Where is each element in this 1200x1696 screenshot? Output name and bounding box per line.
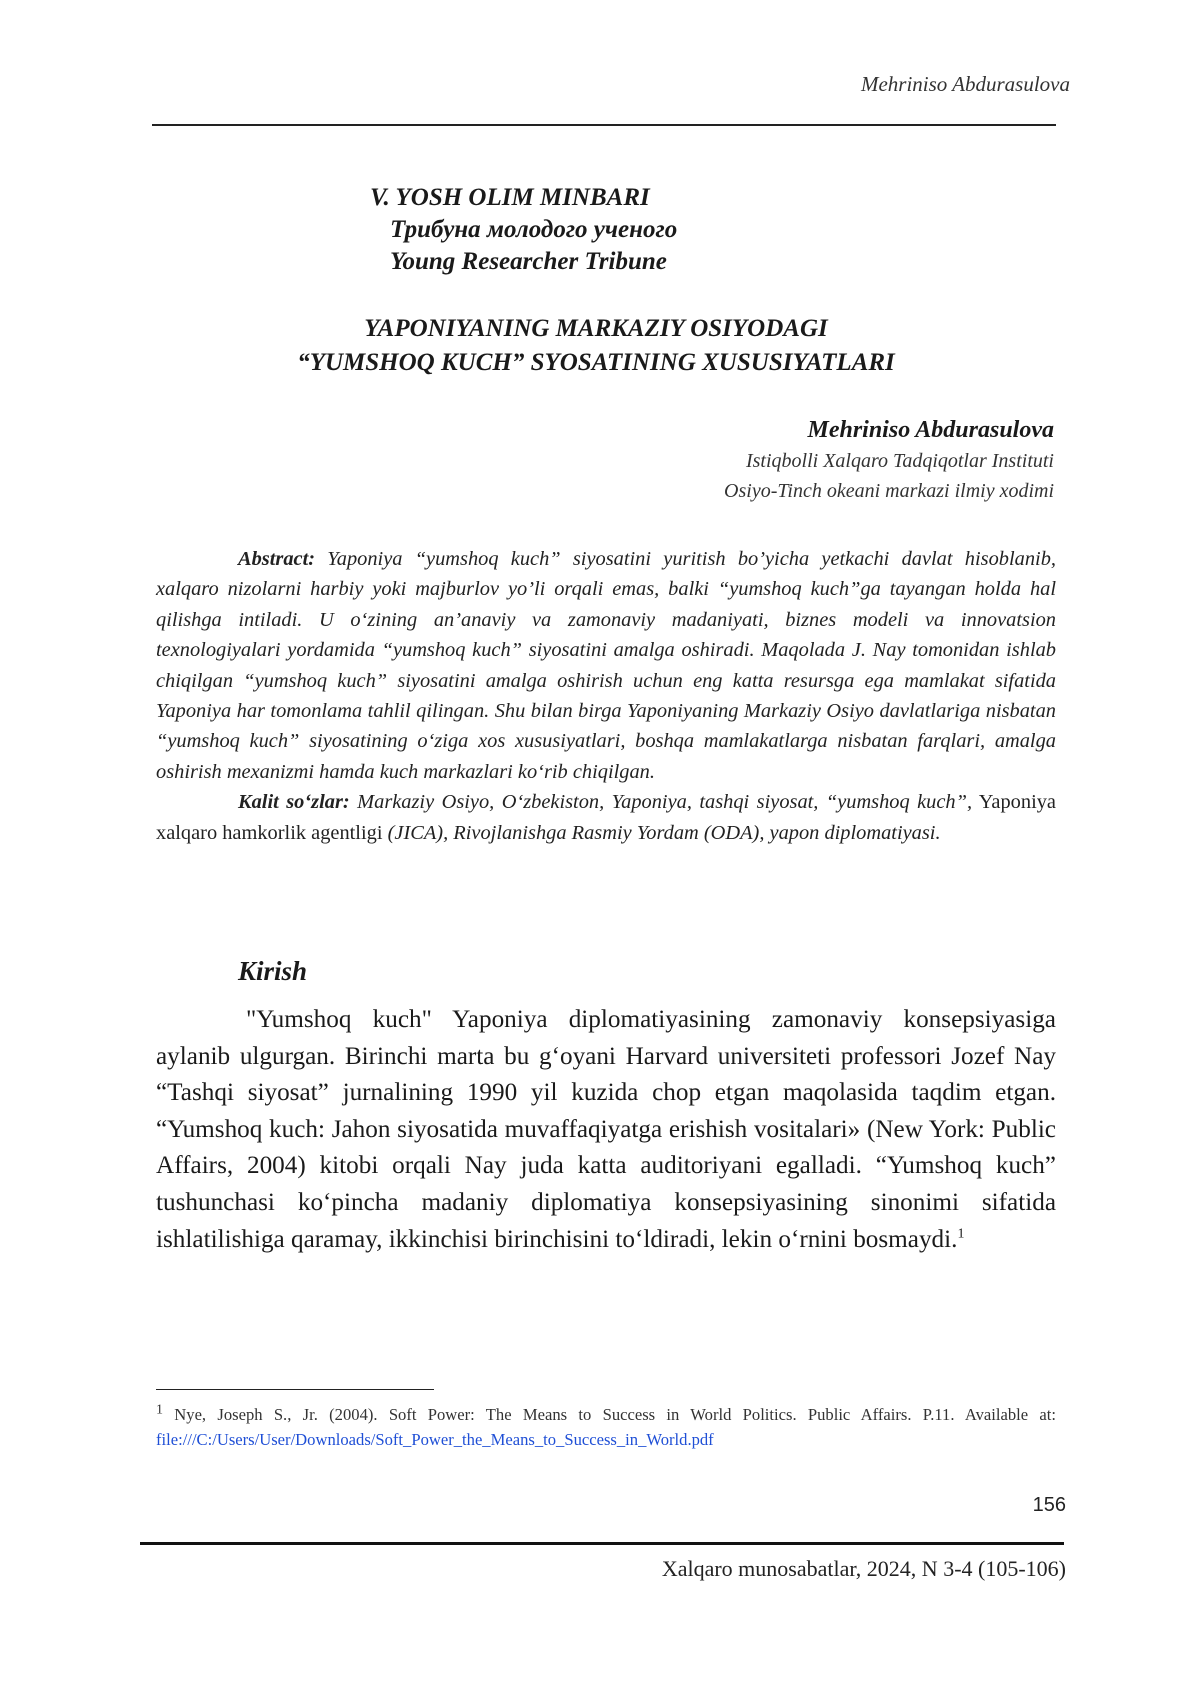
section-heading bbox=[370, 182, 677, 278]
author-block bbox=[724, 414, 1054, 506]
journal-citation: Xalqaro munosabatlar, 2024, N 3-4 (105-106) bbox=[661, 1556, 1066, 1581]
article-title bbox=[0, 312, 1200, 380]
intro-text: "Yumshoq kuch" Yaponiya diplomatiyasining zamonaviy konsepsiyasiga aylanib ulgurgan. Birinchi marta bu g‘oyani Harvard universiteti professori Jozef Nay “Tashqi siyosat” jurnalining 1990 yil kuzida chop etgan maqolasida taqdim etgan. “Yumshoq kuch: Jahon siyosatida muvaffaqiyatga erishish vositalari» (New York: Public Affairs, 2004) kitobi orqali Nay juda katta auditoriyani egalladi. “Yumshoq kuch” tushunchasi ko‘pincha madaniy diplomatiya konsepsiyasining sinonimi sifatida ishlatilishiga qaramay, ikkinchisi birinchisini to‘ldiradi, lekin o‘rnini bosmaydi. bbox=[156, 1006, 1056, 1253]
section-title-uz: V. YOSH OLIM MINBARI bbox=[370, 184, 650, 211]
author-name: Mehriniso Abdurasulova bbox=[807, 417, 1054, 443]
author-affiliation-2: Osiyo-Tinch okeani markazi ilmiy xodimi bbox=[724, 480, 1054, 502]
section-title-en: Young Researcher Tribune bbox=[390, 248, 667, 275]
article-title-line-2: “YUMSHOQ KUCH” SYOSATINING XUSUSIYATLARI bbox=[297, 349, 895, 376]
keywords-part-3: (JICA), Rivojlanishga Rasmiy Yordam (ODA), yapon diplomatiyasi. bbox=[387, 821, 941, 844]
author-affiliation-1: Istiqbolli Xalqaro Tadqiqotlar Instituti bbox=[745, 450, 1054, 472]
keywords-label: Kalit so‘zlar: bbox=[238, 791, 350, 814]
footer-rule bbox=[140, 1542, 1064, 1545]
abstract-section bbox=[156, 544, 1056, 848]
footnote-rule bbox=[156, 1389, 434, 1390]
abstract-text: Yaponiya “yumshoq kuch” siyosatini yuritish bo’yicha yetkachi davlat hisoblanib, xalqaro nizolarni harbiy yoki majburlov yo’li orqali emas, balki “yumshoq kuch”ga tayangan holda hal qilishga intiladi. U o‘zining an’anaviy va zamonaviy madaniyati, biznes modeli va innovatsion texnologiyalari yordamida “yumshoq kuch” siyosatini amalga oshiradi. Maqolada J. Nay tomonidan ishlab chiqilgan “yumshoq kuch” siyosatini amalga oshirish uchun eng katta resursga ega mamlakat sifatida Yaponiya har tomonlama tahlil qilingan. Shu bilan birga Yaponiyaning Markaziy Osiyo davlatlariga nisbatan “yumshoq kuch” siyosatining o‘ziga xos xususiyatlari, boshqa mamlakatlarga nisbatan farqlari, amalga oshirish mexanizmi hamda kuch markazlari ko‘rib chiqilgan. bbox=[156, 548, 1056, 783]
abstract-paragraph bbox=[156, 544, 1056, 787]
header-rule bbox=[152, 124, 1056, 126]
footnote-reference[interactable]: 1 bbox=[957, 1226, 965, 1242]
abstract-label: Abstract: bbox=[238, 548, 316, 570]
intro-paragraph bbox=[156, 1002, 1056, 1258]
footnote-link[interactable]: file:///C:/Users/User/Downloads/Soft_Power_the_Means_to_Success_in_World.pdf bbox=[156, 1430, 714, 1449]
keywords-part-1: Markaziy Osiyo, O‘zbekiston, Yaponiya, tashqi siyosat, “yumshoq kuch”, bbox=[349, 791, 973, 814]
footnote bbox=[156, 1402, 1056, 1452]
keywords-paragraph bbox=[156, 787, 1056, 848]
section-title-ru: Трибуна молодого ученого bbox=[390, 216, 678, 243]
keywords-part-2: Yaponiya xalqaro hamkorlik agentligi bbox=[156, 791, 1056, 844]
page-number: 156 bbox=[1032, 1494, 1066, 1516]
intro-body bbox=[156, 1002, 1056, 1258]
footnote-text: Nye, Joseph S., Jr. (2004). Soft Power: The Means to Success in World Politics. Public Affairs. P.11. Available at: bbox=[163, 1405, 1056, 1424]
running-head: Mehriniso Abdurasulova bbox=[860, 72, 1070, 96]
intro-heading: Kirish bbox=[238, 956, 308, 986]
footnote-number: 1 bbox=[156, 1402, 163, 1418]
article-title-line-1: YAPONIYANING MARKAZIY OSIYODAGI bbox=[364, 315, 828, 342]
